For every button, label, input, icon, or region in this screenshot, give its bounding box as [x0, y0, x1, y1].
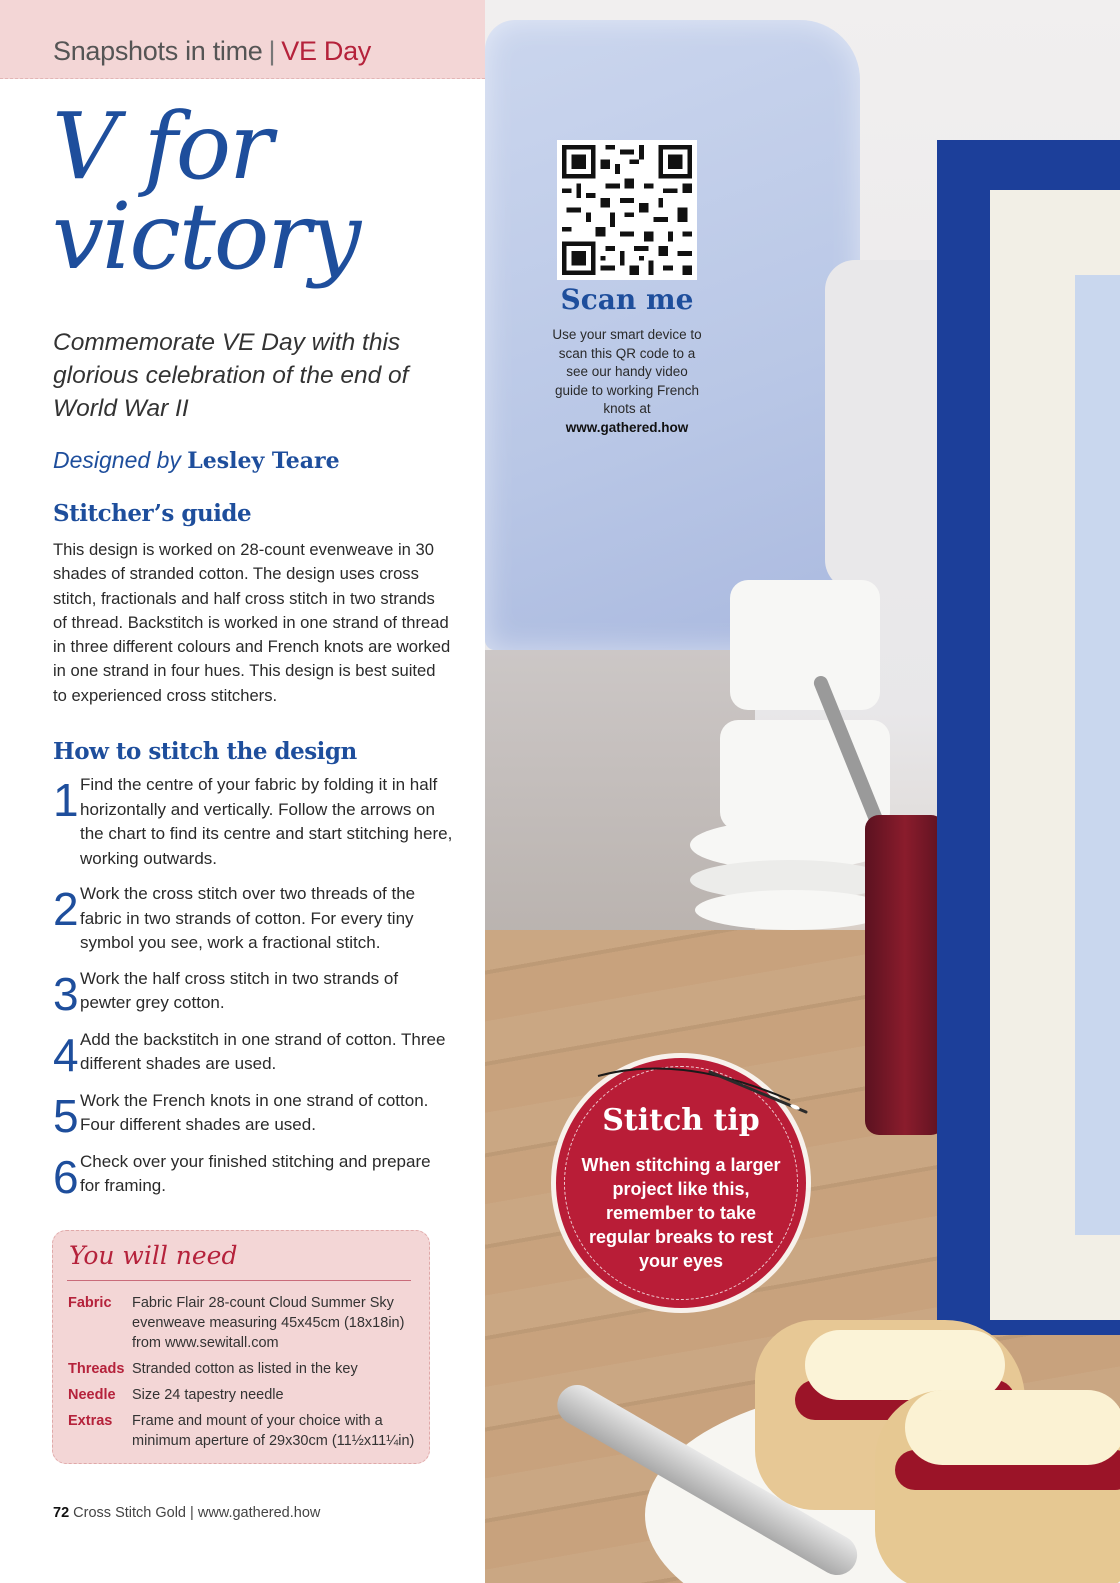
scan-me-text: Use your smart device to scan this QR code to a see our handy video guide to working French knots at: [552, 327, 702, 416]
materials-key: Threads: [68, 1361, 125, 1377]
you-will-need-box: [52, 1230, 430, 1464]
materials-value: Fabric Flair 28-count Cloud Summer Sky evenweave measuring 45x45cm (18x18in) from www.sewitall.com: [132, 1295, 405, 1351]
stitch-tip-title: Stitch tip: [602, 1103, 760, 1138]
step-number: 2: [53, 883, 79, 935]
article-column: [0, 0, 485, 1583]
page-footer: [53, 1505, 320, 1521]
header-separator: |: [268, 36, 276, 66]
section-header: [0, 0, 485, 79]
designer-name: Lesley Teare: [187, 448, 340, 474]
step-text: Work the cross stitch over two threads of the fabric in two strands of cotton. For every tiny symbol you see, work a fractional stitch.: [80, 884, 416, 952]
materials-row: [68, 1411, 418, 1451]
scan-me-url[interactable]: www.gathered.how: [565, 419, 689, 435]
materials-row: [68, 1359, 418, 1379]
magazine-name: Cross Stitch Gold: [73, 1505, 186, 1521]
title-line-2: victory: [52, 183, 360, 291]
article-subtitle: Commemorate VE Day with this glorious celebration of the end of World War II: [53, 329, 409, 422]
materials-value: Frame and mount of your choice with a minimum aperture of 29x30cm (11½x11¼in): [132, 1413, 415, 1449]
article-title: [52, 93, 472, 291]
step-number: 5: [53, 1089, 79, 1142]
scone: [875, 1390, 1120, 1583]
stitch-tip-body: When stitching a larger project like this, remember to take regular breaks to rest your eyes: [581, 1155, 781, 1271]
step-item: [53, 773, 453, 871]
section-name: Snapshots in time: [53, 36, 263, 66]
stitchers-guide-heading: Stitcher’s guide: [53, 500, 252, 527]
materials-row: [68, 1293, 418, 1353]
step-item: [53, 1150, 453, 1203]
step-item: [53, 1028, 453, 1081]
steps-list: [53, 773, 453, 1211]
step-number: 6: [53, 1150, 79, 1203]
section-topic: VE Day: [281, 36, 371, 66]
step-text: Find the centre of your fabric by folding it in half horizontally and vertically. Follow the arrows on the chart to find its centre and start stitching here, working outwards.: [80, 775, 453, 868]
how-to-heading: How to stitch the design: [53, 738, 357, 765]
materials-key: Extras: [68, 1413, 113, 1429]
designer-byline: [53, 447, 340, 474]
stitched-fabric: [1075, 275, 1120, 1235]
page-number: 72: [53, 1505, 70, 1521]
step-text: Add the backstitch in one strand of cotton. Three different shades are used.: [80, 1029, 446, 1073]
step-text: Work the French knots in one strand of cotton. Four different shades are used.: [80, 1090, 429, 1134]
wavy-divider: [67, 1280, 411, 1281]
section-header-text: [53, 36, 371, 67]
footer-url: www.gathered.how: [197, 1505, 321, 1521]
step-number: 3: [53, 967, 79, 1020]
scan-me-title: Scan me: [560, 283, 694, 316]
materials-key: Fabric: [68, 1295, 112, 1311]
materials-key: Needle: [68, 1387, 116, 1403]
step-text: Work the half cross stitch in two strands of pewter grey cotton.: [80, 968, 399, 1012]
materials-list: [68, 1293, 418, 1457]
jam-jar: [865, 815, 945, 1135]
step-item: [53, 882, 453, 956]
step-item: [53, 967, 453, 1020]
materials-value: Size 24 tapestry needle: [132, 1387, 284, 1403]
materials-row: [68, 1385, 418, 1405]
step-number: 1: [53, 774, 79, 826]
byline-prefix: Designed by: [53, 447, 181, 473]
title-line-1: V for: [52, 93, 272, 200]
stitchers-guide-body: This design is worked on 28-count evenweave in 30 shades of stranded cotton. The design uses cross stitch, fractionals and half cross stitch in two strands of thread. Backstitch is worked in one strand of thread in three different colours and French knots are worked in one strand in four hues. This design is best suited to experienced cross stitchers.: [53, 540, 451, 705]
step-number: 4: [53, 1028, 79, 1081]
you-will-need-title: You will need: [69, 1241, 238, 1270]
step-text: Check over your finished stitching and prepare for framing.: [80, 1151, 431, 1195]
step-item: [53, 1089, 453, 1142]
materials-value: Stranded cotton as listed in the key: [132, 1361, 358, 1377]
qr-code-icon[interactable]: [557, 140, 697, 280]
needle-thread-icon: [590, 1060, 820, 1150]
scan-me-body: [548, 326, 706, 437]
footer-separator: |: [190, 1505, 194, 1521]
